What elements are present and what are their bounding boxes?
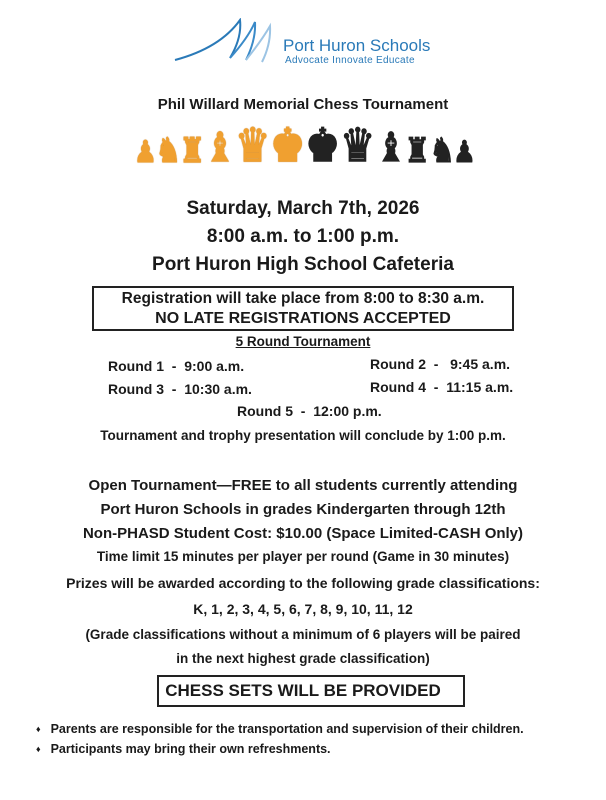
grade-list: K, 1, 2, 3, 4, 5, 6, 7, 8, 9, 10, 11, 12 — [193, 601, 413, 617]
rounds-heading: 5 Round Tournament — [235, 334, 371, 349]
bullet-text: Parents are responsible for the transportation and supervision of their children. — [50, 722, 524, 736]
chess-sets-note: CHESS SETS WILL BE PROVIDED — [165, 681, 441, 700]
diamond-bullet-icon: ♦ — [36, 744, 41, 754]
round-3: Round 3 - 10:30 a.m. — [108, 381, 252, 397]
event-title: Phil Willard Memorial Chess Tournament — [157, 96, 449, 113]
round-1: Round 1 - 9:00 a.m. — [108, 358, 245, 374]
round-4: Round 4 - 11:15 a.m. — [370, 379, 514, 395]
round-2: Round 2 - 9:45 a.m. — [370, 356, 511, 372]
bullet-item — [36, 722, 524, 736]
detail-line: Prizes will be awarded according to the following grade classifications: — [66, 575, 540, 591]
logo-waves-icon — [170, 18, 280, 63]
detail-line: Open Tournament—FREE to all students currently attending — [88, 477, 518, 494]
event-location: Port Huron High School Cafeteria — [152, 254, 454, 275]
conclude-note: Tournament and trophy presentation will conclude by 1:00 p.m. — [100, 428, 506, 443]
event-date: Saturday, March 7th, 2026 — [186, 198, 420, 219]
white-bishop-icon: ♝ — [204, 126, 235, 170]
chess-pieces-image — [133, 119, 477, 171]
white-queen-icon: ♛ — [234, 119, 270, 171]
black-pawn-icon: ♟ — [453, 136, 477, 169]
detail-line: Port Huron Schools in grades Kindergarten through 12th — [100, 501, 506, 518]
logo-name: Port Huron Schools — [283, 36, 431, 55]
detail-line: Non-PHASD Student Cost: $10.00 (Space Limited-CASH Only) — [82, 525, 524, 542]
black-knight-icon: ♞ — [429, 132, 456, 170]
white-pawn-icon: ♟ — [133, 136, 157, 169]
registration-time: Registration will take place from 8:00 to 8:30 a.m. — [121, 290, 485, 307]
diamond-bullet-icon: ♦ — [36, 724, 41, 734]
logo-tagline: Advocate Innovate Educate — [285, 55, 415, 66]
black-rook-icon: ♜ — [404, 132, 431, 170]
detail-line: Time limit 15 minutes per player per round (Game in 30 minutes) — [96, 549, 510, 564]
event-time: 8:00 a.m. to 1:00 p.m. — [206, 226, 400, 247]
round-5: Round 5 - 12:00 p.m. — [237, 403, 382, 419]
no-late-registration: NO LATE REGISTRATIONS ACCEPTED — [155, 310, 451, 327]
detail-line: (Grade classifications without a minimum of 6 players will be paired — [85, 627, 521, 642]
detail-line: in the next highest grade classification) — [176, 651, 430, 666]
black-king-icon: ♚ — [305, 119, 341, 171]
black-bishop-icon: ♝ — [375, 126, 406, 170]
black-queen-icon: ♛ — [340, 119, 376, 171]
bullet-text: Participants may bring their own refreshments. — [50, 742, 331, 756]
white-knight-icon: ♞ — [154, 132, 181, 170]
bullet-item — [36, 742, 331, 756]
white-king-icon: ♚ — [269, 119, 305, 171]
white-rook-icon: ♜ — [179, 132, 206, 170]
